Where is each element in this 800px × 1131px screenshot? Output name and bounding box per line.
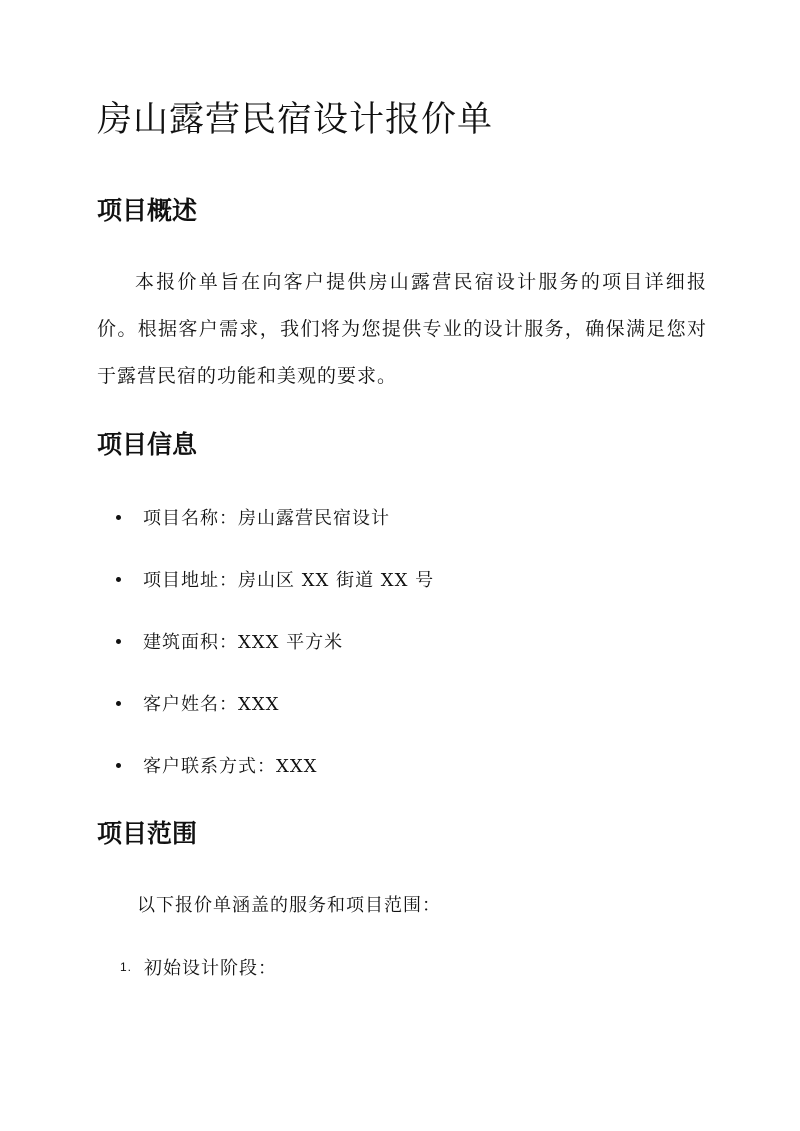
info-item-text: 客户姓名：XXX: [143, 694, 280, 715]
section-heading-overview: 项目概述: [97, 196, 198, 225]
info-list-item: [116, 690, 279, 720]
bullet-icon: [116, 701, 121, 706]
bullet-icon: [116, 577, 121, 582]
info-item-text: 项目地址：房山区 XX 街道 XX 号: [143, 570, 435, 591]
scope-intro: 以下报价单涵盖的服务和项目范围：: [137, 895, 441, 916]
info-list-item: [116, 504, 390, 534]
info-item-text: 项目名称：房山露营民宿设计: [143, 508, 390, 529]
bullet-icon: [116, 515, 121, 520]
scope-item-text: 初始设计阶段：: [144, 958, 277, 979]
info-item-text: 客户联系方式：XXX: [143, 756, 318, 777]
overview-paragraph: 本报价单旨在向客户提供房山露营民宿设计服务的项目详细报价。根据客户需求，我们将为您提供专业的设计服务，确保满足您对于露营民宿的功能和美观的要求。: [97, 271, 707, 387]
bullet-icon: [116, 639, 121, 644]
bullet-icon: [116, 763, 121, 768]
info-list-item: [116, 566, 434, 596]
document-title: 房山露营民宿设计报价单: [97, 100, 494, 140]
scope-numbered-item: [120, 954, 277, 984]
list-number: 1.: [120, 960, 133, 974]
section-heading-info: 项目信息: [97, 430, 198, 459]
info-item-text: 建筑面积：XXX 平方米: [143, 632, 344, 653]
info-list-item: [116, 628, 343, 658]
info-list-item: [116, 752, 317, 782]
section-heading-scope: 项目范围: [97, 819, 198, 848]
